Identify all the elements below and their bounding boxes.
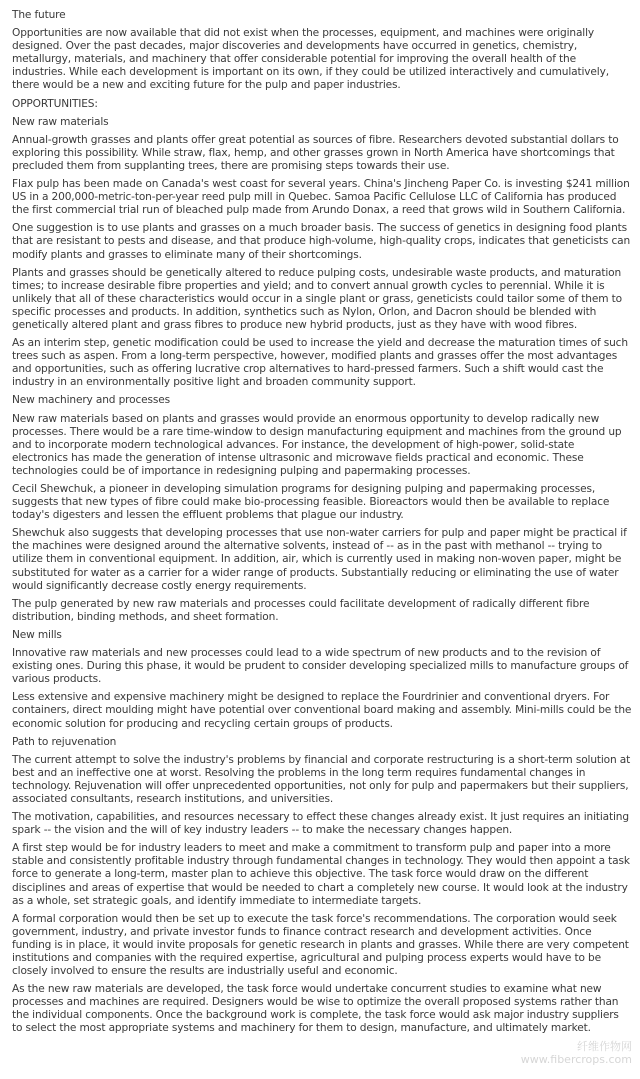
section-heading: New mills [12, 628, 62, 641]
paragraph: Shewchuk also suggests that developing processes that use non-water carriers for pulp and paper might be practical if the machines were designed around the alternative solvents, instead of -- as in the past with methanol -- trying to utilize them in conventional equipment. In addition, air, which is currently used in making non-woven paper, might be substituted for water as a carrier for a wider range of products. Substantially reducing or eliminating the use of water would significantly decrease costly energy requirements. [12, 527, 627, 592]
section-heading: New machinery and processes [12, 394, 170, 407]
paragraph: Plants and grasses should be genetically altered to reduce pulping costs, undesirable waste products, and maturation times; to increase desirable fibre properties and yield; and to convert annual growth cycles to perennial. While it is unlikely that all of these characteristics would occur in a single plant or grass, geneticists could tailor some of them to specific processes and products. In addition, synthetics such as Nylon, Orlon, and Dacron should be blended with genetically altered plant and grass fibres to produce new hybrid products, just as they have with wood fibres. [12, 266, 622, 331]
opportunities-label: OPPORTUNITIES: [12, 97, 98, 110]
watermark-url: www.fibercrops.com [520, 1053, 632, 1066]
section-new-mills [12, 629, 632, 731]
section-new-raw-materials [12, 116, 632, 390]
paragraph: Annual-growth grasses and plants offer great potential as sources of fibre. Researchers devoted substantial dollars to exploring this possibility. While straw, flax, hemp, and other grasses grown in North America have shortcomings that precluded them from supplanting trees, there are promising steps towards their use. [12, 133, 619, 172]
paragraph: As an interim step, genetic modification could be used to increase the yield and decrease the maturation times of such trees such as aspen. From a long-term perspective, however, modified plants and grasses offer the most advantages and opportunities, such as offering lucrative crop alternatives to hard-pressed farmers. Such a shift would cast the industry in an environmentally positive light and broaden community support. [12, 337, 628, 389]
paragraph: The pulp generated by new raw materials and processes could facilitate development of radically different fibre distribution, binding methods, and sheet formation. [12, 597, 590, 623]
article-title: The future [12, 9, 66, 21]
section-path-to-rejuvenation [12, 736, 632, 1036]
paragraph: The motivation, capabilities, and resources necessary to effect these changes already exist. It just requires an initiating spark -- the vision and the will of key industry leaders -- to make the necessary changes happen. [12, 811, 629, 837]
paragraph: Flax pulp has been made on Canada's west coast for several years. China's Jincheng Paper Co. is investing $241 million US in a 200,000-metric-ton-per-year reed pulp mill in Quebec. Samoa Pacific Cellulose LLC of California has produced the first commercial trial run of bleached pulp made from Arundo Donax, a reed that grows wild in Southern California. [12, 178, 630, 217]
section-new-machinery-and-processes [12, 394, 632, 624]
watermark [521, 1040, 632, 1066]
intro-paragraph: Opportunities are now available that did not exist when the processes, equipment, and machines were originally designed. Over the past decades, major discoveries and developments have occurred in genetics, chemistry, metallurgy, materials, and machinery that offer considerable potential for improving the overall health of the industries. While each development is important on its own, if they could be utilized interactively and cumulatively, there would be a new and exciting future for the pulp and paper industries. [12, 27, 609, 92]
paragraph: New raw materials based on plants and grasses would provide an enormous opportunity to develop radically new processes. There would be a rare time-window to design manufacturing equipment and machines from the ground up and to incorporate modern technological advances. For instance, the development of high-power, solid-state electronics has made the generation of intense ultrasonic and microwave fields practical and economic. These technologies could be of importance in redesigning pulping and papermaking processes. [12, 412, 622, 477]
paragraph: The current attempt to solve the industry's problems by financial and corporate restructuring is a short-term solution at best and an ineffective one at worst. Resolving the problems in the long term requires fundamental changes in technology. Rejuvenation will offer unprecedented opportunities, not only for pulp and papermakers but their suppliers, associated consultants, research institutions, and universities. [12, 753, 631, 805]
article [12, 9, 632, 1041]
section-heading: Path to rejuvenation [12, 735, 117, 748]
paragraph: A first step would be for industry leaders to meet and make a commitment to transform pulp and paper into a more stable and consistently profitable industry through fundamental changes in technology. They would then appoint a task force to generate a long-term, master plan to achieve this objective. The task force would draw on the different disciplines and areas of expertise that would be needed to chart a completely new course. It would look at the industry as a whole, set strategic goals, and identify immediate to intermediate targets. [12, 842, 630, 907]
section-heading: New raw materials [12, 115, 109, 128]
paragraph: As the new raw materials are developed, the task force would undertake concurrent studies to examine what new processes and machines are required. Designers would be wise to optimize the overall proposed systems rather than the individual components. Once the background work is complete, the task force would ask major industry suppliers to select the most appropriate systems and machinery for them to design, manufacture, and ultimately market. [12, 983, 619, 1035]
paragraph: One suggestion is to use plants and grasses on a much broader basis. The success of genetics in designing food plants that are resistant to pests and disease, and that produce high-volume, high-quality crops, indicates that geneticists can modify plants and grasses to eliminate many of their shortcomings. [12, 222, 631, 261]
paragraph: Innovative raw materials and new processes could lead to a wide spectrum of new products and to the revision of existing ones. During this phase, it would be prudent to consider developing specialized mills to manufacture groups of various products. [12, 647, 629, 686]
paragraph: Less extensive and expensive machinery might be designed to replace the Fourdrinier and conventional dryers. For containers, direct moulding might have potential over conventional board making and assembly. Mini-mills could be the economic solution for producing and recycling certain groups of products. [12, 691, 632, 730]
watermark-title: 纤维作物网 [577, 1040, 632, 1053]
paragraph: Cecil Shewchuk, a pioneer in developing simulation programs for designing pulping and papermaking processes, suggests that new types of fibre could make bio-processing feasible. Bioreactors would then be available to replace today's digesters and lessen the effluent problems that plague our industry. [12, 483, 610, 522]
paragraph: A formal corporation would then be set up to execute the task force's recommendations. The corporation would seek government, industry, and private investor funds to finance contract research and development activities. Once funding is in place, it would invite proposals for genetic research in plants and grasses. While there are very competent institutions and companies with the required expertise, agricultural and pulping process experts would have to be closely involved to ensure the results are industrially useful and economic. [12, 912, 629, 978]
